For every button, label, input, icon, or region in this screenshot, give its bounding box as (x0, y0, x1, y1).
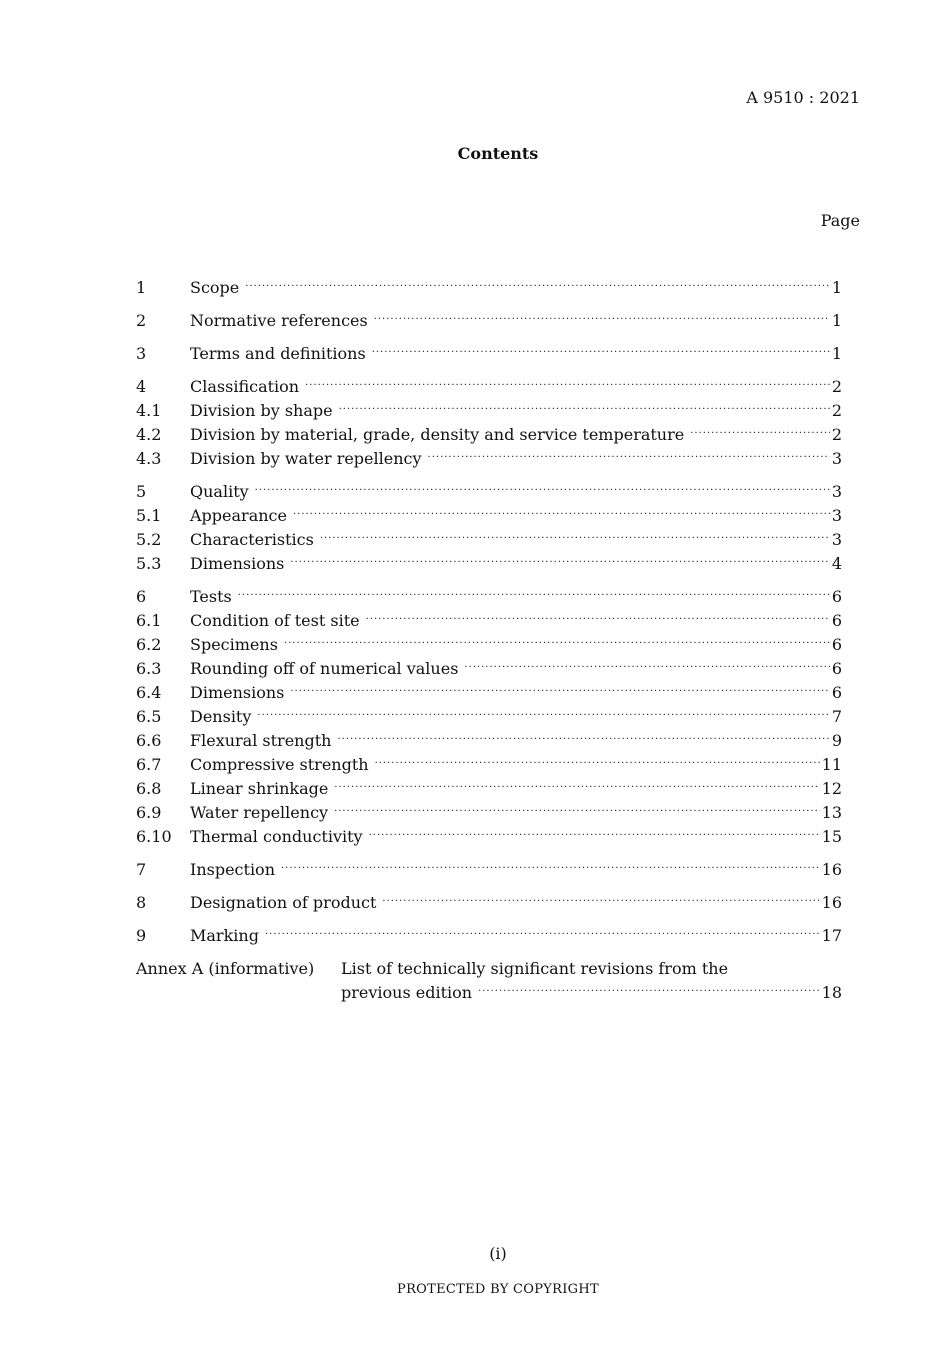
toc-entry[interactable] (136, 585, 842, 609)
toc-entry[interactable] (136, 399, 842, 423)
toc-entry-label: Appearance (190, 506, 287, 525)
toc-entry[interactable] (136, 447, 842, 471)
toc-entry[interactable] (136, 633, 842, 657)
toc-entry-label: Division by water repellency (190, 449, 422, 468)
dot-leader (255, 479, 830, 503)
toc-entry-number: 6.10 (136, 827, 172, 846)
dot-leader (265, 923, 820, 947)
toc-entry-number: 6.6 (136, 731, 162, 750)
dot-leader (337, 728, 829, 752)
annex-title-line2: previous edition (341, 983, 473, 1002)
table-of-contents (136, 276, 842, 1005)
toc-entry-label: Dimensions (190, 554, 285, 573)
toc-entry[interactable] (136, 753, 842, 777)
toc-entry-label: Tests (190, 587, 232, 606)
toc-entry[interactable] (136, 705, 842, 729)
toc-entry-page-number: 3 (831, 530, 842, 549)
toc-entry-page-number: 6 (831, 611, 842, 630)
dot-leader (339, 398, 830, 422)
toc-entry[interactable] (136, 480, 842, 504)
dot-leader (290, 680, 829, 704)
toc-entry-page-number: 7 (831, 707, 842, 726)
toc-entry-number: 5.1 (136, 506, 162, 525)
toc-entry-page-number: 13 (821, 803, 842, 822)
toc-entry-label: Scope (190, 278, 240, 297)
toc-entry-label: Marking (190, 926, 259, 945)
dot-leader (293, 503, 830, 527)
dot-leader (238, 584, 830, 608)
dot-leader (478, 980, 820, 1004)
copyright-notice: PROTECTED BY COPYRIGHT (397, 1282, 599, 1297)
toc-entry-number: 5.3 (136, 554, 162, 573)
toc-entry-label: Designation of product (190, 893, 377, 912)
toc-entry-page-number: 2 (831, 377, 842, 396)
toc-entry-page-number: 2 (831, 401, 842, 420)
toc-entry-number: 6.9 (136, 803, 162, 822)
toc-entry-number: 6.5 (136, 707, 162, 726)
toc-entry-number: 5.2 (136, 530, 162, 549)
toc-entry-label: Specimens (190, 635, 278, 654)
toc-entry[interactable] (136, 552, 842, 576)
toc-entry-number: 4 (136, 377, 147, 396)
toc-entry-number: 9 (136, 926, 147, 945)
standard-id: A 9510 : 2021 (746, 88, 860, 107)
toc-entry[interactable] (136, 276, 842, 300)
toc-entry[interactable] (136, 504, 842, 528)
toc-entry-number: 6 (136, 587, 147, 606)
toc-entry-label: Normative references (190, 311, 368, 330)
toc-entry-label: Characteristics (190, 530, 314, 549)
toc-entry-page-number: 6 (831, 683, 842, 702)
dot-leader (257, 704, 829, 728)
toc-entry[interactable] (136, 801, 842, 825)
dot-leader (320, 527, 830, 551)
page-column-label: Page (820, 211, 860, 230)
toc-entry-page-number: 2 (831, 425, 842, 444)
toc-entry-page-number: 15 (821, 827, 842, 846)
toc-entry[interactable] (136, 777, 842, 801)
toc-entry-label: Division by material, grade, density and service temperature (190, 425, 685, 444)
toc-entry-label: Inspection (190, 860, 275, 879)
toc-entry-label: Terms and definitions (190, 344, 366, 363)
toc-entry-page-number: 6 (831, 587, 842, 606)
toc-entry[interactable] (136, 528, 842, 552)
toc-entry[interactable] (136, 681, 842, 705)
dot-leader (334, 776, 819, 800)
page-folio: (i) (489, 1244, 507, 1263)
toc-annex-entry[interactable] (136, 957, 842, 1005)
toc-entry-number: 6.2 (136, 635, 162, 654)
toc-entry-label: Rounding off of numerical values (190, 659, 459, 678)
toc-entry-page-number: 3 (831, 506, 842, 525)
toc-entry-number: 6.7 (136, 755, 162, 774)
toc-entry-number: 5 (136, 482, 147, 501)
toc-entry-page-number: 3 (831, 482, 842, 501)
toc-entry-number: 4.3 (136, 449, 162, 468)
dot-leader (690, 422, 830, 446)
dot-leader (284, 632, 830, 656)
toc-entry[interactable] (136, 423, 842, 447)
toc-entry-number: 3 (136, 344, 147, 363)
dot-leader (305, 374, 830, 398)
toc-entry-number: 8 (136, 893, 147, 912)
toc-entry-label: Density (190, 707, 252, 726)
toc-entry-label: Flexural strength (190, 731, 332, 750)
toc-entry-page-number: 4 (831, 554, 842, 573)
toc-entry[interactable] (136, 858, 842, 882)
dot-leader (334, 800, 820, 824)
toc-entry-page-number: 17 (821, 926, 842, 945)
toc-entry[interactable] (136, 924, 842, 948)
toc-entry-number: 4.2 (136, 425, 162, 444)
toc-entry-page-number: 6 (831, 635, 842, 654)
dot-leader (290, 551, 829, 575)
dot-leader (375, 752, 820, 776)
toc-entry-number: 6.1 (136, 611, 162, 630)
dot-leader (374, 308, 830, 332)
toc-entry-label: Division by shape (190, 401, 333, 420)
toc-entry[interactable] (136, 375, 842, 399)
toc-entry-number: 2 (136, 311, 147, 330)
toc-entry-page-number: 3 (831, 449, 842, 468)
dot-leader (245, 275, 830, 299)
toc-entry-page-number: 9 (831, 731, 842, 750)
annex-page-number: 18 (821, 983, 842, 1002)
toc-entry-label: Condition of test site (190, 611, 360, 630)
dot-leader (281, 857, 820, 881)
toc-entry-page-number: 16 (821, 860, 842, 879)
toc-entry-number: 4.1 (136, 401, 162, 420)
dot-leader (428, 446, 830, 470)
toc-entry-page-number: 1 (831, 278, 842, 297)
toc-entry-page-number: 11 (821, 755, 842, 774)
page-title: Contents (457, 144, 539, 163)
toc-entry[interactable] (136, 729, 842, 753)
toc-entry-page-number: 16 (821, 893, 842, 912)
toc-entry-number: 6.8 (136, 779, 162, 798)
toc-entry-label: Classification (190, 377, 300, 396)
toc-entry-page-number: 1 (831, 344, 842, 363)
annex-label: Annex A (informative) (136, 959, 315, 978)
dot-leader (464, 656, 829, 680)
toc-entry-label: Water repellency (190, 803, 329, 822)
toc-entry[interactable] (136, 342, 842, 366)
annex-title-line1: List of technically significant revisions from the (341, 959, 729, 978)
dot-leader (382, 890, 819, 914)
toc-entry-label: Compressive strength (190, 755, 369, 774)
dot-leader (372, 341, 830, 365)
toc-entry-page-number: 12 (821, 779, 842, 798)
toc-entry-label: Thermal conductivity (190, 827, 363, 846)
toc-entry-label: Dimensions (190, 683, 285, 702)
toc-entry-number: 6.3 (136, 659, 162, 678)
toc-entry[interactable] (136, 891, 842, 915)
toc-entry[interactable] (136, 309, 842, 333)
toc-entry-label: Quality (190, 482, 249, 501)
toc-entry[interactable] (136, 657, 842, 681)
dot-leader (369, 824, 820, 848)
dot-leader (366, 608, 830, 632)
toc-entry[interactable] (136, 609, 842, 633)
toc-entry-label: Linear shrinkage (190, 779, 329, 798)
toc-entry-page-number: 1 (831, 311, 842, 330)
toc-entry[interactable] (136, 825, 842, 849)
toc-entry-page-number: 6 (831, 659, 842, 678)
toc-entry-number: 6.4 (136, 683, 162, 702)
toc-entry-number: 1 (136, 278, 147, 297)
toc-entry-number: 7 (136, 860, 147, 879)
